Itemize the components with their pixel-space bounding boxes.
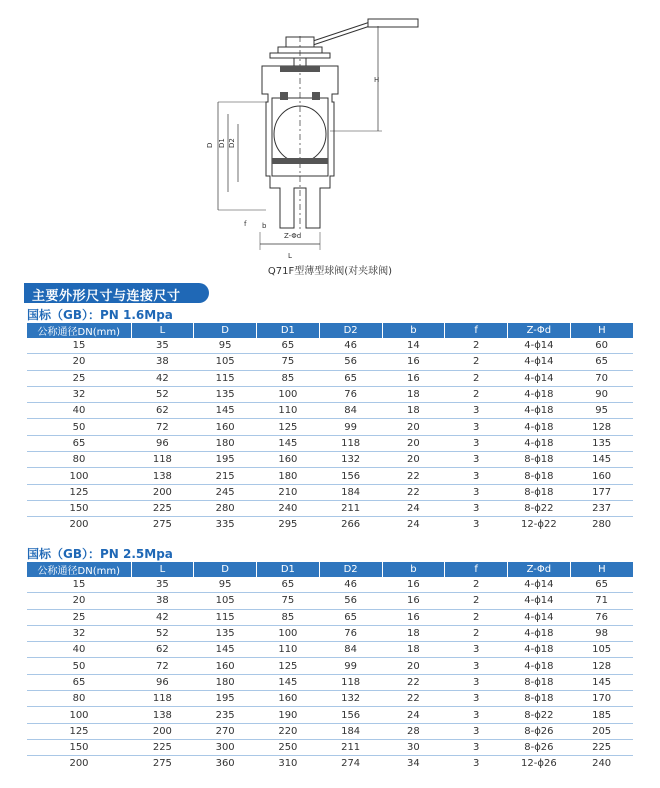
table-cell: 18 xyxy=(382,642,445,658)
table-cell: 115 xyxy=(194,609,257,625)
table-cell: 3 xyxy=(445,484,508,500)
table-cell: 145 xyxy=(257,435,320,451)
table-cell: 24 xyxy=(382,500,445,516)
table-cell: 105 xyxy=(194,354,257,370)
table-cell: 62 xyxy=(131,642,194,658)
table-cell: 8-ϕ18 xyxy=(508,674,571,690)
table-cell: 132 xyxy=(319,691,382,707)
table-cell: 2 xyxy=(445,593,508,609)
table-cell: 115 xyxy=(194,370,257,386)
table-cell: 25 xyxy=(27,609,131,625)
table-row xyxy=(27,723,633,739)
table-cell: 16 xyxy=(382,593,445,609)
table-cell: 65 xyxy=(570,577,633,593)
table-row xyxy=(27,517,633,533)
table-cell: 135 xyxy=(570,435,633,451)
table-cell: 4-ϕ18 xyxy=(508,435,571,451)
table-cell: 128 xyxy=(570,658,633,674)
table-cell: 32 xyxy=(27,625,131,641)
table-cell: 35 xyxy=(131,577,194,593)
column-header: b xyxy=(382,562,445,577)
column-header: L xyxy=(131,323,194,338)
table-cell: 4-ϕ14 xyxy=(508,577,571,593)
table-cell: 110 xyxy=(257,403,320,419)
table-cell: 225 xyxy=(131,739,194,755)
column-header: f xyxy=(445,562,508,577)
table-cell: 250 xyxy=(257,739,320,755)
table-cell: 40 xyxy=(27,403,131,419)
table-row xyxy=(27,484,633,500)
table-cell: 12-ϕ26 xyxy=(521,758,557,770)
table-cell: 274 xyxy=(341,758,361,770)
table-cell: 65 xyxy=(570,354,633,370)
table-cell: 90 xyxy=(570,386,633,402)
table-cell: 335 xyxy=(215,519,235,531)
table-row xyxy=(27,707,633,723)
table-cell: 76 xyxy=(319,386,382,402)
table-cell: 3 xyxy=(445,452,508,468)
table-cell: 4-ϕ18 xyxy=(508,642,571,658)
table-cell: 20 xyxy=(382,658,445,674)
dim-h-label: H xyxy=(374,76,380,84)
table-cell: 4-ϕ18 xyxy=(508,403,571,419)
column-header: D1 xyxy=(257,562,320,577)
table-cell: 184 xyxy=(319,484,382,500)
table-cell: 100 xyxy=(257,625,320,641)
table-cell: 20 xyxy=(27,593,131,609)
table-row xyxy=(27,403,633,419)
table-cell: 132 xyxy=(319,452,382,468)
table-header-row xyxy=(27,562,633,577)
table-cell: 4-ϕ14 xyxy=(508,338,571,354)
table-cell: 220 xyxy=(257,723,320,739)
table-cell: 156 xyxy=(319,707,382,723)
table-row xyxy=(27,452,633,468)
table-cell: 125 xyxy=(27,723,131,739)
table-cell: 205 xyxy=(570,723,633,739)
table-cell: 150 xyxy=(27,500,131,516)
table-cell: 22 xyxy=(382,674,445,690)
table-row xyxy=(27,593,633,609)
table-cell: 18 xyxy=(382,625,445,641)
table-row xyxy=(27,468,633,484)
table-cell: 18 xyxy=(382,403,445,419)
table-cell: 3 xyxy=(445,739,508,755)
table-cell: 80 xyxy=(27,691,131,707)
table-cell: 266 xyxy=(341,519,361,531)
table-cell: 20 xyxy=(27,354,131,370)
table-cell: 4-ϕ18 xyxy=(508,658,571,674)
table-cell: 42 xyxy=(131,370,194,386)
table-cell: 65 xyxy=(27,435,131,451)
table-cell: 8-ϕ26 xyxy=(508,739,571,755)
table-row xyxy=(27,370,633,386)
table-cell: 4-ϕ14 xyxy=(508,354,571,370)
column-header: 公称通径DN(mm) xyxy=(27,323,131,338)
table-cell: 8-ϕ18 xyxy=(508,691,571,707)
table-row xyxy=(27,338,633,354)
table-cell: 4-ϕ18 xyxy=(508,419,571,435)
table-cell: 100 xyxy=(257,386,320,402)
table-cell: 237 xyxy=(570,500,633,516)
table-cell: 16 xyxy=(382,370,445,386)
table-cell: 210 xyxy=(257,484,320,500)
section-title: 主要外形尺寸与连接尺寸 xyxy=(32,289,181,304)
table-cell: 118 xyxy=(131,691,194,707)
table-cell: 145 xyxy=(570,674,633,690)
table-cell: 215 xyxy=(194,468,257,484)
column-header: D xyxy=(194,323,257,338)
table-cell: 118 xyxy=(319,674,382,690)
table-cell: 160 xyxy=(194,658,257,674)
table-cell: 28 xyxy=(382,723,445,739)
table-cell: 275 xyxy=(152,758,172,770)
table-cell: 145 xyxy=(194,642,257,658)
column-header: f xyxy=(445,323,508,338)
table-cell: 3 xyxy=(445,723,508,739)
table-cell: 135 xyxy=(194,625,257,641)
table-cell: 76 xyxy=(570,609,633,625)
table-cell: 4-ϕ14 xyxy=(508,609,571,625)
table-cell: 100 xyxy=(27,468,131,484)
table-cell: 3 xyxy=(445,419,508,435)
table-cell: 160 xyxy=(570,468,633,484)
table-cell: 65 xyxy=(319,370,382,386)
table-cell: 15 xyxy=(27,338,131,354)
table-cell: 80 xyxy=(27,452,131,468)
table-cell: 180 xyxy=(194,674,257,690)
table-row xyxy=(27,386,633,402)
table-cell: 200 xyxy=(69,519,89,531)
table-cell: 225 xyxy=(131,500,194,516)
table-cell: 177 xyxy=(570,484,633,500)
table-cell: 84 xyxy=(319,642,382,658)
table-cell: 195 xyxy=(194,452,257,468)
table-cell: 72 xyxy=(131,419,194,435)
table-row xyxy=(27,419,633,435)
table-row xyxy=(27,739,633,755)
table-cell: 14 xyxy=(382,338,445,354)
table-cell: 3 xyxy=(445,468,508,484)
table-row xyxy=(27,674,633,690)
table-cell: 145 xyxy=(194,403,257,419)
table-cell: 16 xyxy=(382,609,445,625)
table-row xyxy=(27,756,633,772)
table-cell: 25 xyxy=(27,370,131,386)
table-cell: 235 xyxy=(194,707,257,723)
table-cell: 3 xyxy=(445,674,508,690)
table-cell: 24 xyxy=(407,519,420,531)
table-1-title: 国标（GB）：PN 1.6Mpa xyxy=(27,308,173,322)
table-cell: 16 xyxy=(382,577,445,593)
column-header: 公称通径DN(mm) xyxy=(27,562,131,577)
table-cell: 20 xyxy=(382,419,445,435)
table-cell: 105 xyxy=(194,593,257,609)
table-row xyxy=(27,609,633,625)
table-cell: 185 xyxy=(570,707,633,723)
table-cell: 65 xyxy=(257,338,320,354)
table-header-row xyxy=(27,323,633,338)
table-cell: 211 xyxy=(319,739,382,755)
table-cell: 8-ϕ18 xyxy=(508,468,571,484)
column-header: D2 xyxy=(319,323,382,338)
table-cell: 85 xyxy=(257,370,320,386)
column-header: D2 xyxy=(319,562,382,577)
table-row xyxy=(27,577,633,593)
table-cell: 22 xyxy=(382,468,445,484)
dim-d1-label: D1 xyxy=(218,138,226,148)
table-cell: 138 xyxy=(131,707,194,723)
table-cell: 3 xyxy=(445,500,508,516)
table-cell: 46 xyxy=(319,577,382,593)
table-cell: 35 xyxy=(131,338,194,354)
table-cell: 4-ϕ18 xyxy=(508,386,571,402)
table-cell: 50 xyxy=(27,419,131,435)
table-cell: 2 xyxy=(445,386,508,402)
table-cell: 280 xyxy=(194,500,257,516)
table-cell: 145 xyxy=(257,674,320,690)
table-cell: 4-ϕ14 xyxy=(508,370,571,386)
table-cell: 62 xyxy=(131,403,194,419)
table-cell: 190 xyxy=(257,707,320,723)
table-cell: 275 xyxy=(152,519,172,531)
table-cell: 160 xyxy=(257,452,320,468)
table-cell: 3 xyxy=(445,691,508,707)
figure-caption: Q71F型薄型球阀(对夹球阀) xyxy=(267,266,393,277)
table-cell: 15 xyxy=(27,577,131,593)
table-row xyxy=(27,658,633,674)
table-body xyxy=(27,338,633,533)
column-header: D1 xyxy=(257,323,320,338)
table-cell: 225 xyxy=(570,739,633,755)
table-cell: 65 xyxy=(27,674,131,690)
table-cell: 3 xyxy=(445,403,508,419)
dim-d-label: D xyxy=(206,142,214,148)
column-header: b xyxy=(382,323,445,338)
table-cell: 180 xyxy=(257,468,320,484)
table-cell: 2 xyxy=(445,354,508,370)
table-cell: 95 xyxy=(194,338,257,354)
table-row xyxy=(27,642,633,658)
table-cell: 72 xyxy=(131,658,194,674)
table-cell: 270 xyxy=(194,723,257,739)
table-cell: 22 xyxy=(382,691,445,707)
table-cell: 184 xyxy=(319,723,382,739)
table-cell: 46 xyxy=(319,338,382,354)
table-cell: 180 xyxy=(194,435,257,451)
table-cell: 12-ϕ22 xyxy=(521,519,557,531)
table-cell: 16 xyxy=(382,354,445,370)
column-header: Z-Φd xyxy=(508,562,571,577)
column-header: H xyxy=(570,562,633,577)
table-cell: 65 xyxy=(257,577,320,593)
table-cell: 245 xyxy=(194,484,257,500)
table-cell: 135 xyxy=(194,386,257,402)
table-cell: 99 xyxy=(319,658,382,674)
table-cell: 145 xyxy=(570,452,633,468)
spec-table-pn25 xyxy=(27,562,633,772)
table-cell: 280 xyxy=(592,519,612,531)
table-cell: 195 xyxy=(194,691,257,707)
table-cell: 8-ϕ22 xyxy=(508,707,571,723)
table-cell: 38 xyxy=(131,593,194,609)
table-cell: 56 xyxy=(319,354,382,370)
table-cell: 150 xyxy=(27,739,131,755)
spec-table-pn16 xyxy=(27,323,633,533)
table-cell: 4-ϕ18 xyxy=(508,625,571,641)
dim-z-label: Z-Φd xyxy=(284,232,302,240)
table-cell: 22 xyxy=(382,484,445,500)
table-cell: 200 xyxy=(131,723,194,739)
dim-l-label: L xyxy=(288,252,292,260)
table-cell: 125 xyxy=(257,658,320,674)
table-cell: 71 xyxy=(570,593,633,609)
valve-drawing xyxy=(200,6,440,268)
table-cell: 96 xyxy=(131,674,194,690)
column-header: H xyxy=(570,323,633,338)
table-cell: 156 xyxy=(319,468,382,484)
table-cell: 65 xyxy=(319,609,382,625)
table-cell: 118 xyxy=(319,435,382,451)
column-header: D xyxy=(194,562,257,577)
table-cell: 95 xyxy=(194,577,257,593)
table-cell: 3 xyxy=(445,642,508,658)
table-cell: 38 xyxy=(131,354,194,370)
table-cell: 138 xyxy=(131,468,194,484)
table-cell: 40 xyxy=(27,642,131,658)
table-cell: 125 xyxy=(27,484,131,500)
table-cell: 2 xyxy=(445,577,508,593)
table-cell: 2 xyxy=(445,338,508,354)
table-cell: 52 xyxy=(131,625,194,641)
table-cell: 8-ϕ18 xyxy=(508,452,571,468)
table-row xyxy=(27,435,633,451)
table-row xyxy=(27,625,633,641)
table-cell: 295 xyxy=(278,519,298,531)
table-cell: 100 xyxy=(27,707,131,723)
table-row xyxy=(27,500,633,516)
table-cell: 20 xyxy=(382,452,445,468)
table-cell: 75 xyxy=(257,354,320,370)
table-cell: 75 xyxy=(257,593,320,609)
table-cell: 85 xyxy=(257,609,320,625)
table-cell: 200 xyxy=(69,758,89,770)
column-header: L xyxy=(131,562,194,577)
table-row xyxy=(27,691,633,707)
table-cell: 34 xyxy=(407,758,420,770)
table-cell: 8-ϕ22 xyxy=(508,500,571,516)
table-cell: 4-ϕ14 xyxy=(508,593,571,609)
table-cell: 50 xyxy=(27,658,131,674)
table-cell: 60 xyxy=(570,338,633,354)
table-cell: 105 xyxy=(570,642,633,658)
table-cell: 95 xyxy=(570,403,633,419)
table-cell: 8-ϕ18 xyxy=(508,484,571,500)
table-cell: 3 xyxy=(445,658,508,674)
table-cell: 110 xyxy=(257,642,320,658)
table-cell: 240 xyxy=(257,500,320,516)
table-cell: 2 xyxy=(445,370,508,386)
table-cell: 3 xyxy=(472,758,480,770)
dim-d2-label: D2 xyxy=(228,138,236,148)
table-cell: 42 xyxy=(131,609,194,625)
column-header: Z-Φd xyxy=(508,323,571,338)
dim-b-label: b xyxy=(262,222,267,230)
table-cell: 360 xyxy=(215,758,235,770)
table-cell: 3 xyxy=(445,707,508,723)
table-cell: 211 xyxy=(319,500,382,516)
table-cell: 20 xyxy=(382,435,445,451)
table-cell: 310 xyxy=(278,758,298,770)
table-2-title: 国标（GB）：PN 2.5Mpa xyxy=(27,547,173,561)
table-body xyxy=(27,577,633,772)
table-cell: 99 xyxy=(319,419,382,435)
table-cell: 30 xyxy=(382,739,445,755)
table-cell: 56 xyxy=(319,593,382,609)
table-cell: 98 xyxy=(570,625,633,641)
table-cell: 8-ϕ26 xyxy=(508,723,571,739)
table-cell: 200 xyxy=(131,484,194,500)
table-cell: 300 xyxy=(194,739,257,755)
table-cell: 24 xyxy=(382,707,445,723)
table-cell: 3 xyxy=(445,435,508,451)
table-cell: 2 xyxy=(445,609,508,625)
table-cell: 52 xyxy=(131,386,194,402)
table-cell: 76 xyxy=(319,625,382,641)
table-cell: 96 xyxy=(131,435,194,451)
table-cell: 118 xyxy=(131,452,194,468)
table-cell: 128 xyxy=(570,419,633,435)
table-cell: 125 xyxy=(257,419,320,435)
table-cell: 2 xyxy=(445,625,508,641)
table-cell: 170 xyxy=(570,691,633,707)
table-cell: 160 xyxy=(194,419,257,435)
table-cell: 3 xyxy=(472,519,480,531)
table-cell: 18 xyxy=(382,386,445,402)
table-cell: 70 xyxy=(570,370,633,386)
section-title-bar xyxy=(24,283,209,303)
table-cell: 240 xyxy=(592,758,612,770)
dim-f-label: f xyxy=(244,220,247,228)
table-row xyxy=(27,354,633,370)
table-cell: 160 xyxy=(257,691,320,707)
table-cell: 32 xyxy=(27,386,131,402)
valve-section-svg xyxy=(200,6,440,268)
table-cell: 84 xyxy=(319,403,382,419)
